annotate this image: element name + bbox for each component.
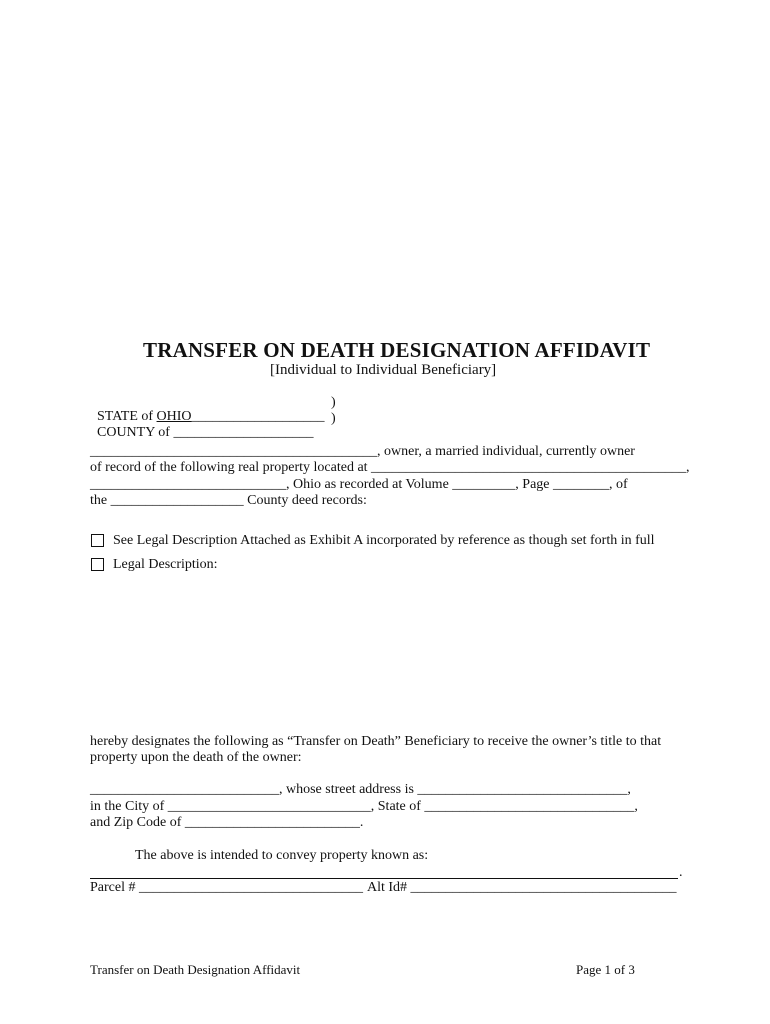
designation-line-2: property upon the death of the owner: [90, 750, 302, 765]
state-blank: ___________________ [191, 409, 325, 424]
conveys-line: The above is intended to convey property known as: [135, 848, 429, 863]
county-line [90, 412, 313, 440]
county-paren: ) [331, 411, 336, 426]
legal-description-checkbox[interactable] [91, 558, 104, 571]
beneficiary-line-1: ___________________________, whose street address is ______________________________, [90, 782, 631, 797]
document-title: TRANSFER ON DEATH DESIGNATION AFFIDAVIT [143, 338, 651, 362]
county-blank: ____________________ [173, 425, 314, 440]
owner-line-2: of record of the following real property located at _____________________________________________, [90, 460, 690, 475]
designation-line-1: hereby designates the following as “Transfer on Death” Beneficiary to receive the owner’s title to that [90, 734, 662, 749]
parcel-field: Parcel # ________________________________ [90, 880, 363, 895]
state-label: STATE of [97, 409, 154, 424]
footer-title: Transfer on Death Designation Affidavit [90, 962, 301, 977]
page-number: Page 1 of 3 [576, 962, 635, 977]
exhibit-a-checkbox[interactable] [91, 534, 104, 547]
property-description-line [90, 878, 678, 879]
beneficiary-line-2: in the City of _____________________________, State of ______________________________, [90, 799, 638, 814]
alt-id-field: Alt Id# ______________________________________ [367, 880, 677, 895]
owner-line-1: _________________________________________, owner, a married individual, currently owner [90, 444, 635, 459]
property-description-period: . [679, 865, 683, 880]
owner-line-3: ____________________________, Ohio as recorded at Volume _________, Page ________, of [90, 477, 628, 492]
document-subtitle: [Individual to Individual Beneficiary] [270, 362, 497, 378]
state-paren: ) [331, 395, 336, 410]
county-label: COUNTY of [97, 425, 170, 440]
state-value: OHIO [156, 409, 192, 424]
owner-line-4: the ___________________ County deed records: [90, 493, 367, 508]
legal-description-label: Legal Description: [113, 557, 218, 572]
beneficiary-line-3: and Zip Code of _________________________. [90, 815, 364, 830]
exhibit-a-label: See Legal Description Attached as Exhibit A incorporated by reference as though set forth in full [113, 533, 655, 548]
